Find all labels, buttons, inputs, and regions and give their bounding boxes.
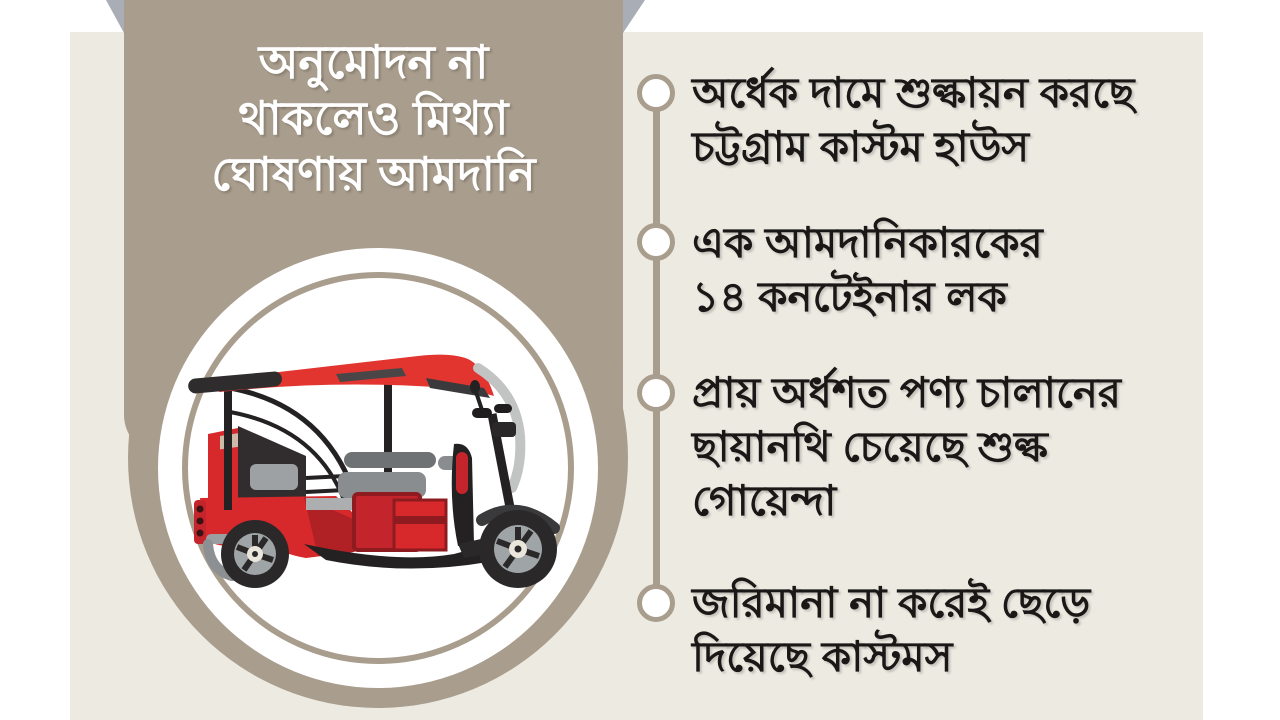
rickshaw-roof bbox=[188, 355, 494, 398]
page-title-line-1: অনুমোদন না bbox=[258, 36, 489, 88]
timeline-item-4-line-2: দিয়েছে কাস্টমস bbox=[692, 633, 953, 680]
timeline-item-2-line-2: ১৪ কনটেইনার লক bbox=[692, 273, 1007, 320]
rickshaw-seats bbox=[338, 452, 468, 498]
ribbon-fold-left-icon bbox=[106, 0, 124, 33]
timeline-bullet-3 bbox=[637, 374, 675, 412]
illustration-holder bbox=[186, 348, 562, 588]
page-title bbox=[124, 34, 623, 202]
timeline-item-1 bbox=[692, 66, 1197, 174]
page-title-line-3: ঘোষণায় আমদানি bbox=[211, 148, 536, 200]
timeline-bullet-4 bbox=[637, 584, 675, 622]
timeline-item-3 bbox=[692, 366, 1197, 528]
rickshaw-rear-wheel bbox=[221, 520, 289, 588]
timeline-item-2-line-1: এক আমদানিকারকের bbox=[692, 219, 1043, 266]
timeline-item-3-line-1: প্রায় অর্ধশত পণ্য চালানের bbox=[692, 369, 1122, 416]
page-title-line-2: থাকলেও মিথ্যা bbox=[238, 92, 509, 144]
timeline-item-2 bbox=[692, 216, 1197, 324]
timeline-item-1-line-2: চট্টগ্রাম কাস্টম হাউস bbox=[692, 123, 1030, 170]
rickshaw-front-wheel bbox=[479, 510, 557, 588]
timeline-item-4-line-1: জরিমানা না করেই ছেড়ে bbox=[692, 579, 1091, 626]
timeline-bullet-1 bbox=[637, 74, 675, 112]
timeline-connector-line bbox=[653, 93, 660, 603]
rickshaw-underseat-box bbox=[354, 494, 446, 550]
e-rickshaw-icon bbox=[186, 348, 562, 588]
timeline-item-3-line-3: গোয়েন্দা bbox=[692, 477, 837, 524]
ribbon-fold-right-icon bbox=[623, 0, 645, 33]
timeline-item-1-line-1: অর্ধেক দামে শুল্কায়ন করছে bbox=[692, 69, 1135, 116]
timeline-item-3-line-2: ছায়ানথি চেয়েছে শুল্ক bbox=[692, 423, 1048, 470]
timeline-item-4 bbox=[692, 576, 1197, 684]
timeline-bullet-2 bbox=[637, 223, 675, 261]
